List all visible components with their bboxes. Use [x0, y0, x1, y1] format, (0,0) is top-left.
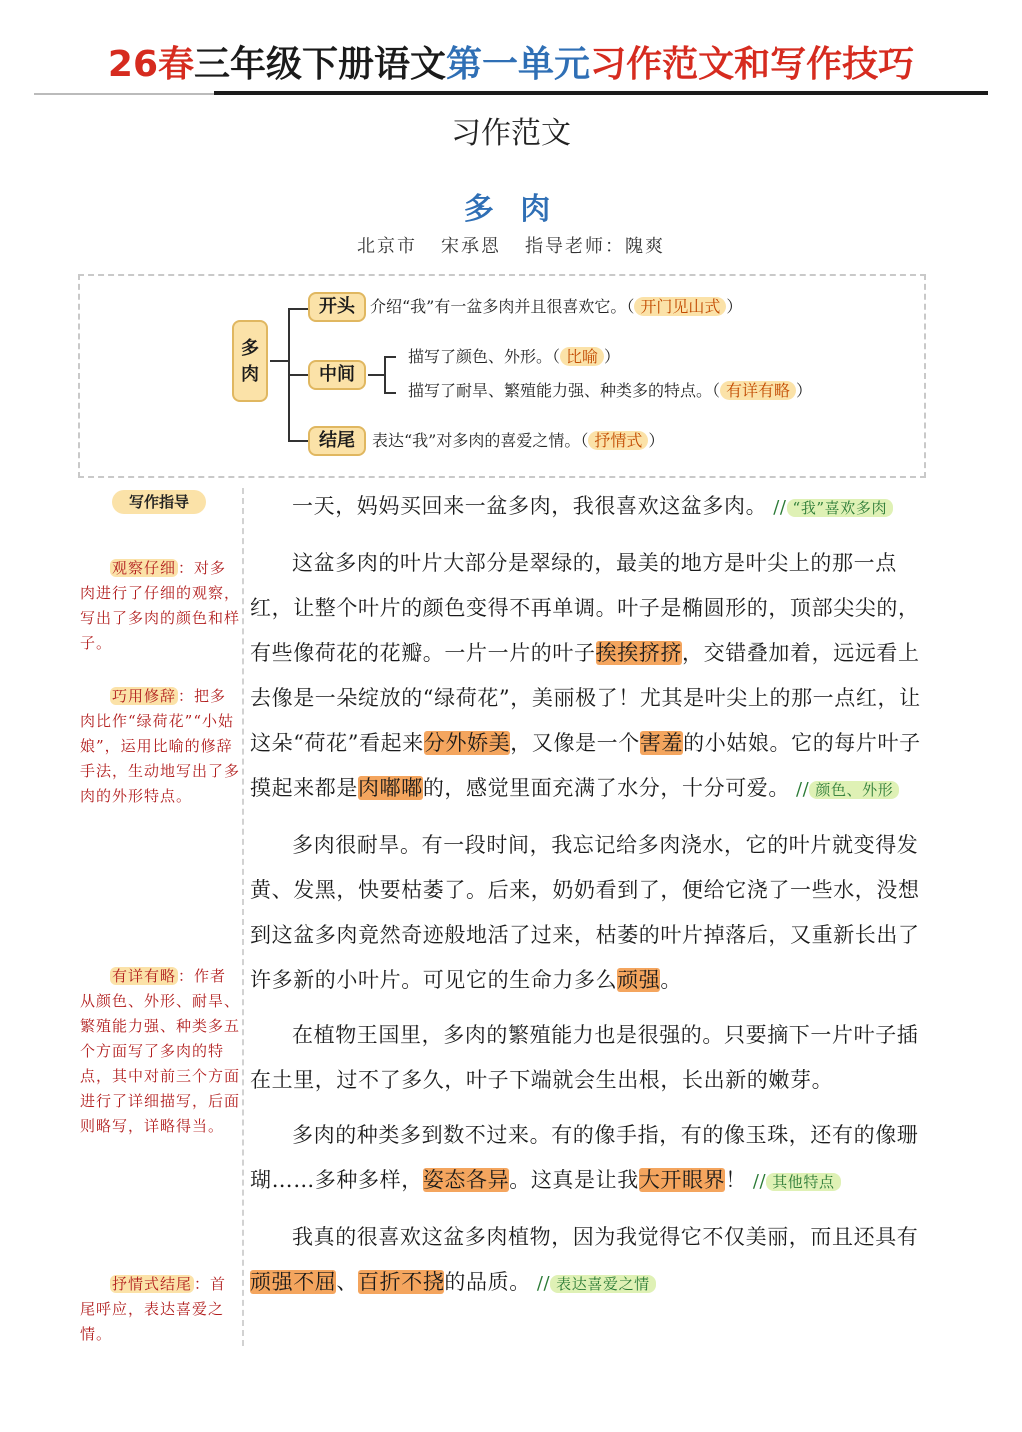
connector: [384, 392, 396, 394]
connector: [384, 356, 386, 394]
essay-body: [250, 484, 932, 1317]
highlight-phrase: 肉嘟嘟: [358, 776, 423, 800]
margin-note-5: 其他特点: [766, 1173, 840, 1191]
structure-outline: [78, 274, 926, 478]
outline-root-node: 多肉: [232, 320, 268, 402]
paragraph-6: 我真的很喜欢这盆多肉植物，因为我觉得它不仅美丽，而且还具有顽强不屈、百折不挠的品质。 // 表达喜爱之情: [250, 1225, 919, 1294]
guidance-note-ending: 抒情式结尾 ：首尾呼应，表达喜爱之情。: [80, 1275, 227, 1343]
section-title: 习作范文: [451, 116, 571, 151]
highlight-phrase: 顽强: [617, 968, 661, 992]
outline-opening-text: 介绍“我”有一盆多肉并且很喜欢它。（ 开门见山式 ）: [370, 297, 743, 316]
outline-middle-tag-2: 有详有略: [720, 381, 796, 400]
guidance-divider: [242, 488, 244, 1346]
guidance-note-observation: 观察仔细 ：对多肉进行了仔细的观察，写出了多肉的颜色和样子。: [80, 559, 241, 652]
highlight-phrase: 大开眼界: [638, 1168, 726, 1192]
author-city: 北京市: [357, 236, 417, 257]
title-part-grade: 三年级下册语文: [194, 44, 447, 85]
outline-opening-tag: 开门见山式: [634, 297, 726, 316]
title-part-topic: 习作范文和写作技巧: [590, 44, 915, 85]
outline-ending-text: 表达“我”对多肉的喜爱之情。（ 抒情式 ）: [372, 431, 665, 450]
margin-note-1: “我”喜欢多肉: [787, 499, 894, 517]
title-part-unit: 第一单元: [446, 44, 591, 85]
teacher-name: 指导老师：隗爽: [525, 236, 665, 257]
margin-note-6: 表达喜爱之情: [550, 1275, 656, 1293]
connector: [368, 374, 384, 376]
highlight-phrase: 挨挨挤挤: [595, 641, 683, 665]
author-name: 宋承恩: [441, 236, 501, 257]
paragraph-5: 多肉的种类多到数不过来。有的像手指，有的像玉珠，还有的像珊瑚……多种多样，姿态各异。这真是让我大开眼界！ // 其他特点: [250, 1123, 919, 1192]
guidance-note-rhetoric: 巧用修辞 ：把多肉比作“绿荷花”“小姑娘”，运用比喻的修辞手法，生动地写出了多肉的外形特点。: [80, 687, 241, 805]
byline: [0, 232, 1022, 258]
outline-opening-node: 开头: [308, 292, 366, 322]
connector: [288, 308, 308, 310]
page-title: [0, 40, 1022, 90]
highlight-phrase: 百折不挠: [358, 1270, 445, 1294]
paragraph-2: 这盆多肉的叶片大部分是翠绿的，最美的地方是叶尖上的那一点红，让整个叶片的颜色变得不再单调。叶子是椭圆形的，顶部尖尖的，有些像荷花的花瓣。一片一片的叶子挨挨挤挤，交错叠加着，远远看上去像是一朵绽放的“绿荷花”，美丽极了！尤其是叶尖上的那一点红，让这朵“荷花”看起来分外娇美，又像是一个害羞的小姑娘。它的每片叶子摸起来都是肉嘟嘟的，感觉里面充满了水分，十分可爱。 // 颜色、外形: [250, 551, 921, 800]
outline-ending-node: 结尾: [308, 426, 366, 456]
margin-note-2: 颜色、外形: [809, 781, 899, 799]
outline-middle-line-1: 描写了颜色、外形。（ 比喻 ）: [408, 347, 621, 366]
header-divider-dark: [214, 91, 988, 95]
outline-ending-tag: 抒情式: [588, 431, 648, 450]
connector: [288, 374, 308, 376]
guidance-heading: 写作指导: [112, 490, 206, 514]
title-part-season: 26春: [107, 44, 195, 85]
paragraph-3: 多肉很耐旱。有一段时间，我忘记给多肉浇水，它的叶片就变得发黄、发黑，快要枯萎了。后来，奶奶看到了，便给它浇了一些水，没想到这盆多肉竟然奇迹般地活了过来，枯萎的叶片掉落后，又重新长出了许多新的小叶片。可见它的生命力多么顽强。: [250, 833, 920, 992]
highlight-phrase: 顽强不屈: [250, 1270, 337, 1294]
guidance-note-detail: 有详有略 ：作者从颜色、外形、耐旱、繁殖能力强、种类多五个方面写了多肉的特点，其中对前三个方面进行了详细描写，后面则略写，详略得当。: [80, 967, 241, 1135]
essay-title: 多 肉: [463, 192, 559, 227]
highlight-phrase: 姿态各异: [422, 1168, 510, 1192]
connector: [270, 360, 288, 362]
connector: [384, 356, 396, 358]
paragraph-4: 在植物王国里，多肉的繁殖能力也是很强的。只要摘下一片叶子插在土里，过不了多久，叶子下端就会生出根，长出新的嫩芽。: [250, 1023, 919, 1092]
outline-middle-line-2: 描写了耐旱、繁殖能力强、种类多的特点。（ 有详有略 ）: [408, 381, 813, 400]
highlight-phrase: 害羞: [639, 731, 684, 755]
paragraph-1: 一天，妈妈买回来一盆多肉，我很喜欢这盆多肉。 // “我”喜欢多肉: [250, 484, 932, 531]
outline-middle-node: 中间: [308, 360, 366, 390]
highlight-phrase: 分外娇美: [423, 731, 511, 755]
outline-middle-tag-1: 比喻: [560, 347, 604, 366]
connector: [288, 440, 308, 442]
